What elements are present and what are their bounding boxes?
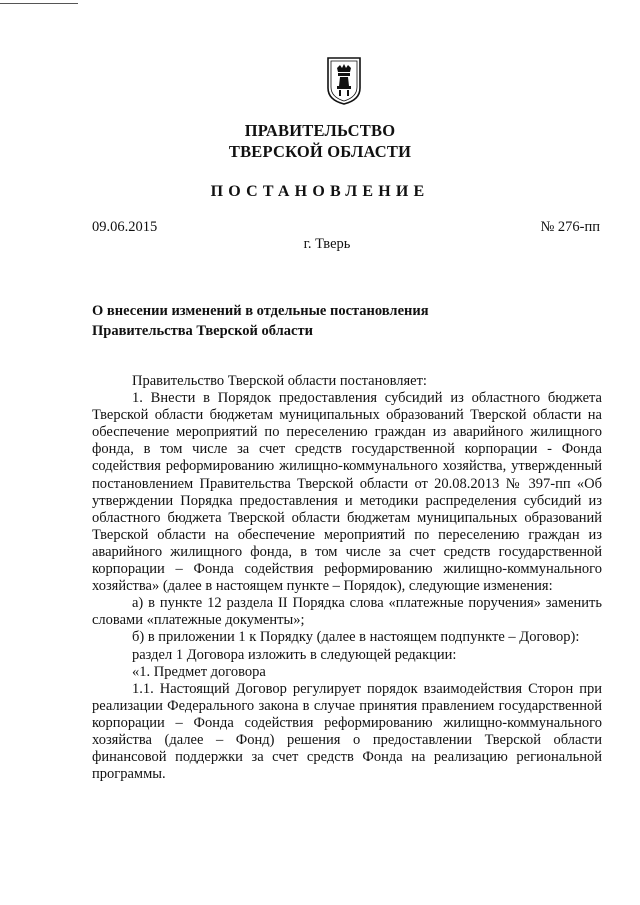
document-type: ПОСТАНОВЛЕНИЕ — [210, 183, 430, 200]
body-paragraph: 1. Внести в Порядок предоставления субсидий из областного бюджета Тверской области бюджетам муниципальных образований Тверской области на обеспечение мероприятий по переселению граждан из аварийного жилищного фонда, в том числе за счет средств государственной корпорации - Фонда содействия реформированию жилищно-коммунального хозяйства, утвержденный постановлением Правительства Тверской области от 20.08.2013 № 397-пп «Об утверждении Порядка предоставления и методики распределения субсидий из областного бюджета Тверской области бюджетам муниципальных образований Тверской области на обеспечение мероприятий по переселению граждан из аварийного жилищного фонда, в том числе за счет средств государственной корпорации – Фонда содействия реформированию жилищно-коммунального хозяйства» (далее в настоящем пункте – Порядок), следующие изменения: — [92, 390, 602, 595]
top-rule — [0, 3, 78, 4]
decree-body — [92, 373, 602, 783]
gov-title-line1: ПРАВИТЕЛЬСТВО — [244, 121, 396, 140]
body-paragraph: б) в приложении 1 к Порядку (далее в настоящем подпункте – Договор): — [132, 629, 580, 646]
coat-of-arms-icon — [326, 56, 362, 106]
decree-number: № 276-пп — [540, 219, 600, 235]
decree-date: 09.06.2015 — [92, 219, 158, 235]
gov-title-line2: ТВЕРСКОЙ ОБЛАСТИ — [228, 142, 412, 161]
body-paragraph: Правительство Тверской области постановляет: — [132, 373, 427, 389]
body-paragraph: а) в пункте 12 раздела II Порядка слова «платежные поручения» заменить словами «платежные документы»; — [92, 595, 602, 629]
body-paragraph: 1.1. Настоящий Договор регулирует порядок взаимодействия Сторон при реализации Федерального закона в случае принятия правлением государственной корпорации – Фонда содействия реформированию жилищно-коммунального хозяйства (далее – Фонд) решения о предоставлении Тверской области финансовой поддержки за счет средств Фонда на реализацию региональной программы. — [92, 680, 602, 783]
body-paragraph: раздел 1 Договора изложить в следующей редакции: — [132, 646, 457, 663]
subject-line: О внесении изменений в отдельные постановления — [92, 303, 429, 319]
decree-city: г. Тверь — [303, 236, 351, 252]
body-paragraph: «1. Предмет договора — [132, 663, 266, 680]
subject-line: Правительства Тверской области — [92, 323, 313, 339]
decree-subject — [92, 301, 552, 341]
